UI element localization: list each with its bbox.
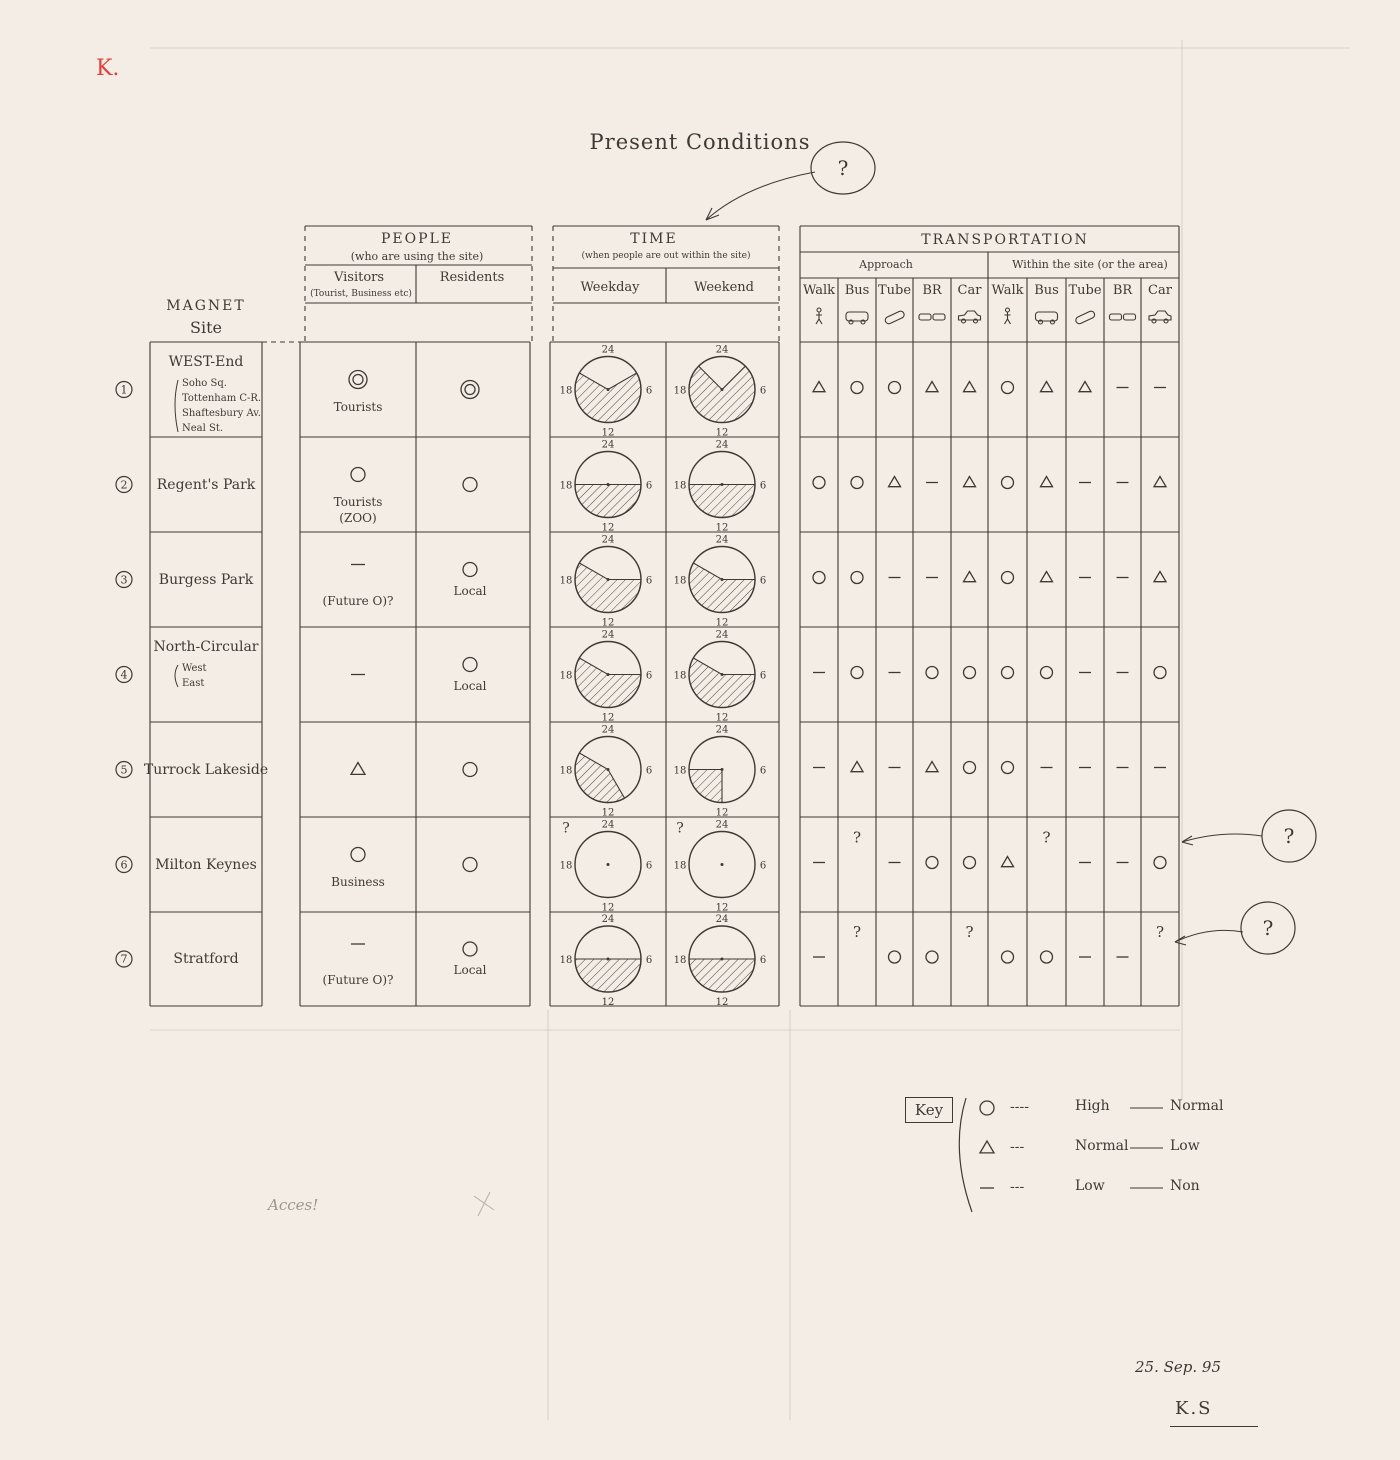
key-right-text: Low (1170, 1138, 1200, 1154)
site-sub-location: Soho Sq. (182, 378, 227, 389)
br-train-icon (919, 314, 945, 320)
active-time-sector (575, 485, 641, 518)
row-number: 7 (120, 952, 128, 966)
tube-icon (1075, 310, 1096, 325)
clock-hour-label: 6 (645, 860, 653, 872)
active-time-sector (689, 485, 755, 518)
clock-hour-label: 24 (715, 629, 729, 641)
transport-rating-symbol (1002, 857, 1014, 867)
transport-rating-symbol: ? (852, 828, 862, 847)
clock-hour-label: 12 (715, 427, 729, 439)
clock-center (607, 863, 610, 866)
visitors-header: Visitors (333, 270, 385, 285)
clock-hour-label: 24 (601, 629, 615, 641)
visitors-symbol (349, 371, 367, 389)
clock-hour-label: 6 (759, 385, 767, 397)
row-number: 1 (120, 383, 128, 396)
weekend-clock (674, 630, 767, 724)
site-name: WEST-End (168, 354, 244, 370)
residents-symbol (463, 478, 477, 492)
visitors-symbol (351, 763, 365, 775)
transport-rating-symbol (1041, 572, 1053, 582)
active-time-sector (689, 658, 755, 707)
weekend-clock (674, 535, 767, 629)
active-time-sector (575, 373, 641, 422)
visitors-label-2: (ZOO) (339, 510, 377, 525)
side-callout-arrow (1175, 930, 1243, 942)
key-dashes: --- (1010, 1179, 1025, 1195)
transport-rating-symbol (889, 951, 901, 963)
clock-hour-label: 24 (715, 724, 729, 736)
weekday-header: Weekday (580, 280, 640, 295)
transport-mode-label: Car (1148, 283, 1172, 298)
transport-rating-symbol (889, 382, 901, 394)
clock-hour-label: 12 (601, 712, 615, 724)
transport-rating-symbol (813, 572, 825, 584)
weekday-clock (560, 725, 653, 819)
time-subheader: (when people are out within the site) (581, 251, 751, 261)
transport-rating-symbol (1041, 382, 1053, 392)
transport-rating-symbol (964, 477, 976, 487)
clock-center (721, 388, 724, 391)
key-left-text: High (1075, 1098, 1110, 1114)
transport-mode-label: Bus (1034, 283, 1059, 298)
site-name: Turrock Lakeside (143, 761, 269, 778)
weekend-clock (674, 345, 767, 439)
tube-icon (884, 310, 905, 325)
residents-header: Residents (439, 270, 505, 285)
active-time-sector (575, 959, 641, 992)
weekday-clock (560, 630, 653, 724)
residents-symbol (463, 658, 477, 672)
clock-hour-label: 18 (559, 670, 573, 682)
transport-mode-label: Bus (844, 283, 870, 298)
site-sub-location: Shaftesbury Av. (182, 408, 261, 419)
clock-hour-label: 12 (601, 427, 615, 439)
clock-hour-label: 12 (715, 807, 729, 819)
weekend-header: Weekend (694, 280, 754, 295)
key-symbol (980, 1141, 994, 1153)
key-left-text: Low (1075, 1178, 1105, 1194)
bus-icon (846, 312, 868, 324)
table-grid (150, 226, 1179, 1006)
active-time-sector (575, 658, 641, 707)
clock-hour-label: 24 (601, 439, 615, 451)
clock-hour-label: 12 (715, 712, 729, 724)
visitors-label: Business (331, 874, 385, 889)
car-icon (959, 311, 981, 323)
clock-hour-label: 24 (715, 439, 729, 451)
pencil-note: Acces! (268, 1196, 319, 1214)
transport-rating-symbol (926, 762, 938, 772)
transport-rating-symbol: ? (1155, 923, 1165, 941)
title-callout-question: ? (837, 156, 849, 180)
transport-rating-symbol (1154, 857, 1166, 869)
bracket-mark (175, 665, 178, 687)
clock-hour-label: 12 (715, 617, 729, 629)
clock-hour-label: 6 (759, 860, 767, 872)
key-dashes: --- (1010, 1139, 1025, 1155)
transport-mode-label: Tube (877, 283, 912, 298)
visitors-label: (Future O)? (322, 973, 394, 987)
row-number: 5 (120, 763, 128, 776)
walk-icon (1005, 308, 1011, 324)
clock-hour-label: 6 (759, 575, 767, 587)
clock-hour-label: 6 (645, 955, 653, 966)
transport-mode-label: BR (1112, 283, 1133, 298)
clock-hour-label: 24 (715, 534, 729, 546)
clock-hour-label: 24 (601, 819, 615, 831)
transport-rating-symbol (926, 667, 938, 679)
clock-center (721, 863, 724, 866)
transport-mode-label: Car (957, 283, 982, 298)
transport-rating-symbol (964, 572, 976, 582)
visitors-subheader: (Tourist, Business etc) (310, 289, 412, 299)
residents-symbol (463, 563, 477, 577)
transport-rating-symbol (964, 667, 976, 679)
active-time-sector (689, 366, 755, 422)
clock-hour-label: 6 (759, 480, 767, 492)
pencil-cross-mark (474, 1192, 494, 1216)
clock-hour-label: 18 (673, 955, 687, 966)
clock-hour-label: 6 (759, 955, 767, 966)
clock-hour-label: 6 (645, 385, 653, 397)
active-time-sector (575, 753, 625, 803)
transport-rating-symbol (964, 857, 976, 869)
br-train-icon (1110, 314, 1136, 320)
residents-symbol (463, 763, 477, 777)
key-right-text: Normal (1170, 1098, 1224, 1114)
clock-hour-label: 6 (759, 765, 767, 777)
clock-question-mark: ? (676, 820, 684, 837)
active-time-sector (689, 959, 755, 992)
weekday-clock (560, 440, 653, 534)
people-header: PEOPLE (380, 231, 454, 247)
key-left-text: Normal (1075, 1138, 1129, 1154)
transport-rating-symbol (926, 857, 938, 869)
clock-hour-label: 24 (715, 914, 729, 925)
side-callout-arrowhead (1175, 936, 1186, 945)
faint-guidelines (150, 40, 1350, 1420)
transport-rating-symbol (1041, 477, 1053, 487)
row-number: 6 (120, 858, 128, 871)
side-callout-question: ? (1262, 916, 1274, 940)
transport-rating-symbol (1154, 667, 1166, 679)
clock-hour-label: 18 (559, 575, 573, 587)
clock-center (721, 673, 724, 676)
weekend-clock (674, 725, 767, 819)
clock-hour-label: 6 (645, 670, 653, 682)
weekday-clock (560, 914, 653, 1008)
transport-rating-symbol (1041, 667, 1053, 679)
transport-rating-symbol (813, 477, 825, 489)
clock-hour-label: 24 (715, 819, 729, 831)
signature-date: 25. Sep. 95 (1135, 1358, 1222, 1376)
transport-rating-symbol (851, 667, 863, 679)
residents-symbol (463, 858, 477, 872)
clock-hour-label: 18 (559, 480, 573, 492)
clock-hour-label: 12 (601, 617, 615, 629)
walk-icon (816, 308, 822, 324)
car-icon (1149, 311, 1171, 323)
site-name: Milton Keynes (155, 856, 257, 873)
clock-center (721, 483, 724, 486)
clock-hour-label: 12 (715, 522, 729, 534)
clock-center (721, 958, 724, 961)
key-right-text: Non (1170, 1178, 1200, 1194)
transport-rating-symbol (1002, 762, 1014, 774)
visitors-symbol (351, 848, 365, 862)
transport-rating-symbol (851, 762, 863, 772)
transport-rating-symbol: ? (965, 923, 974, 941)
row-number: 4 (120, 668, 128, 681)
within-site-header: Within the site (or the area) (1012, 258, 1168, 271)
weekend-clock (674, 820, 767, 914)
transportation-header: TRANSPORTATION (921, 232, 1089, 248)
clock-hour-label: 18 (673, 670, 687, 682)
weekday-clock (560, 820, 653, 914)
clock-hour-label: 24 (601, 914, 615, 925)
transport-rating-symbol (1002, 572, 1014, 584)
clock-hour-label: 6 (645, 765, 653, 777)
clock-center (721, 768, 724, 771)
transport-mode-label: BR (922, 283, 942, 298)
page-title: Present Conditions (589, 130, 811, 154)
active-time-sector (575, 563, 641, 612)
residents-label: Local (453, 678, 487, 693)
clock-center (607, 578, 610, 581)
site-name: Burgess Park (158, 571, 254, 588)
clock-hour-label: 18 (673, 860, 687, 872)
clock-hour-label: 6 (645, 480, 653, 492)
transport-rating-symbol (926, 382, 938, 392)
residents-symbol (461, 381, 479, 399)
weekday-clock (560, 345, 653, 439)
transport-rating-symbol (851, 382, 863, 394)
visitors-label: Tourists (333, 494, 383, 509)
weekend-clock (674, 440, 767, 534)
key-symbol (980, 1101, 994, 1115)
signature-underline (1170, 1426, 1258, 1427)
clock-center (607, 388, 610, 391)
weekend-clock (674, 914, 767, 1008)
clock-hour-label: 24 (601, 534, 615, 546)
transport-rating-symbol: ? (852, 923, 862, 941)
clock-hour-label: 12 (601, 997, 615, 1008)
clock-center (607, 673, 610, 676)
transport-mode-label: Walk (991, 283, 1024, 298)
transport-rating-symbol (851, 477, 863, 489)
key-dashes: ---- (1010, 1099, 1029, 1115)
site-name: Stratford (173, 951, 239, 967)
corner-mark: K. (96, 56, 120, 81)
transport-rating-symbol (964, 762, 976, 774)
clock-question-mark: ? (562, 820, 570, 837)
site-name: Regent's Park (156, 476, 256, 493)
clock-center (721, 578, 724, 581)
transport-rating-symbol (889, 477, 901, 487)
transport-rating-symbol (1154, 477, 1166, 487)
side-callout-question: ? (1283, 824, 1295, 848)
site-sub-location: Neal St. (182, 423, 224, 434)
clock-hour-label: 12 (715, 902, 729, 914)
bracket-mark (175, 380, 178, 432)
transport-rating-symbol (1154, 572, 1166, 582)
transport-mode-label: Tube (1068, 283, 1102, 298)
clock-hour-label: 18 (673, 480, 687, 492)
transport-rating-symbol (1041, 951, 1053, 963)
residents-label: Local (453, 963, 487, 977)
transport-rating-symbol (926, 951, 938, 963)
clock-center (607, 483, 610, 486)
site-sub-location: West (182, 663, 207, 674)
transport-rating-symbol (964, 382, 976, 392)
residents-symbol (463, 942, 477, 956)
clock-hour-label: 12 (601, 902, 615, 914)
clock-hour-label: 18 (559, 765, 573, 777)
transport-rating-symbol (1002, 382, 1014, 394)
row-number: 3 (120, 573, 128, 586)
clock-center (607, 958, 610, 961)
visitors-label: Tourists (333, 399, 383, 414)
transport-rating-symbol (1079, 382, 1091, 392)
side-callout-arrow (1182, 834, 1262, 842)
magnet-site-header: MAGNET (166, 298, 246, 314)
visitors-label: (Future O)? (322, 593, 394, 608)
weekday-clock (560, 535, 653, 629)
transport-rating-symbol (813, 382, 825, 392)
clock-hour-label: 18 (559, 385, 573, 397)
clock-hour-label: 12 (601, 807, 615, 819)
row-number: 2 (120, 478, 128, 491)
site-sub-location: East (182, 678, 205, 689)
key-bracket (959, 1098, 972, 1212)
clock-hour-label: 24 (601, 344, 615, 356)
magnet-site-header-2: Site (190, 318, 222, 337)
transport-rating-symbol (1002, 951, 1014, 963)
transport-rating-symbol (851, 572, 863, 584)
clock-hour-label: 24 (601, 724, 615, 736)
clock-hour-label: 18 (559, 955, 573, 966)
people-subheader: (who are using the site) (350, 250, 484, 263)
transport-rating-symbol: ? (1042, 828, 1051, 847)
clock-center (607, 768, 610, 771)
signature-initials: K.S (1175, 1398, 1213, 1419)
visitors-symbol (351, 468, 365, 482)
clock-hour-label: 6 (645, 575, 653, 587)
time-header: TIME (630, 231, 678, 247)
site-sub-location: Tottenham C-R. (182, 393, 262, 404)
active-time-sector (689, 563, 755, 612)
key-label: Key (905, 1097, 953, 1123)
clock-hour-label: 18 (673, 765, 687, 777)
callout-arrow (706, 172, 815, 220)
transport-mode-label: Walk (802, 283, 836, 298)
transport-rating-symbol (1002, 477, 1014, 489)
approach-header: Approach (859, 258, 913, 271)
clock-hour-label: 6 (759, 670, 767, 682)
bus-icon (1036, 312, 1058, 324)
clock-hour-label: 12 (601, 522, 615, 534)
clock-hour-label: 18 (673, 385, 687, 397)
residents-label: Local (453, 583, 487, 598)
clock-hour-label: 12 (715, 997, 729, 1008)
clock-hour-label: 18 (559, 860, 573, 872)
transport-rating-symbol (1002, 667, 1014, 679)
site-name: North-Circular (153, 639, 259, 655)
clock-hour-label: 24 (715, 344, 729, 356)
clock-hour-label: 18 (673, 575, 687, 587)
